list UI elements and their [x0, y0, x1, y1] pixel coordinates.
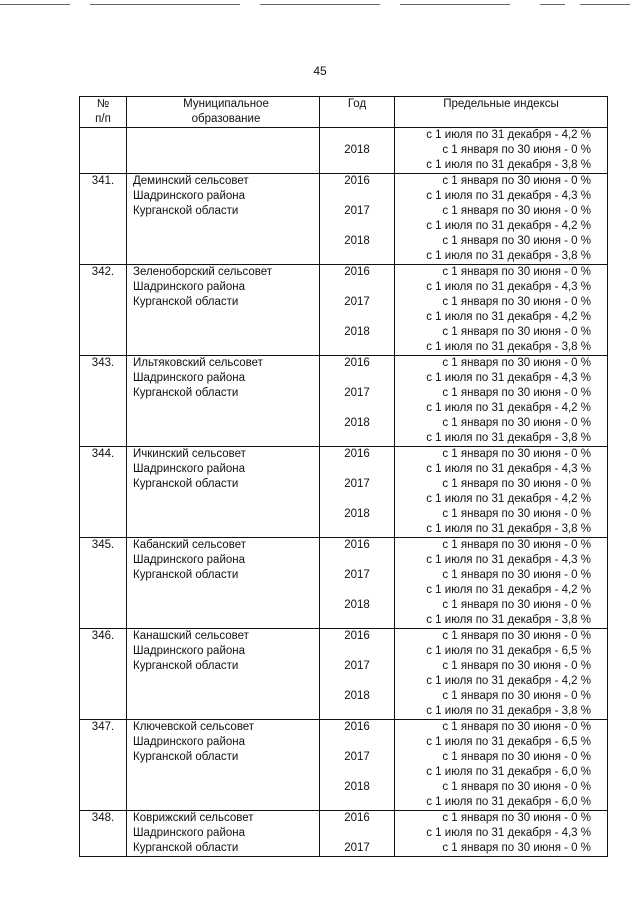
index-line: с 1 июля по 31 декабря - 4,2 %: [426, 402, 591, 414]
index-line: с 1 января по 30 июня - 0 %: [442, 842, 591, 854]
year-cell: [320, 174, 395, 265]
municipality-line: Курганской области: [133, 660, 239, 672]
year-line: [320, 401, 394, 416]
index-line: с 1 июля по 31 декабря - 3,8 %: [426, 523, 591, 535]
index-line: с 1 января по 30 июня - 0 %: [442, 417, 591, 429]
page-number: 45: [313, 64, 327, 78]
index-line: с 1 января по 30 июня - 0 %: [442, 175, 591, 187]
table-row: [80, 811, 608, 857]
municipality-cell: [127, 265, 320, 356]
index-line: с 1 июля по 31 декабря - 3,8 %: [426, 614, 591, 626]
municipality-line: Шадринского района: [133, 372, 246, 384]
year-line: [320, 219, 394, 234]
index-line: с 1 июля по 31 декабря - 3,8 %: [426, 341, 591, 353]
index-line: с 1 января по 30 июня - 0 %: [442, 721, 591, 733]
year-line: [320, 704, 394, 719]
year-line: 2016: [344, 812, 370, 824]
year-line: 2018: [344, 144, 370, 156]
index-line: с 1 июля по 31 декабря - 4,3 %: [426, 463, 591, 475]
indices-cell: [395, 720, 608, 811]
index-line: с 1 января по 30 июня - 0 %: [442, 235, 591, 247]
index-line: с 1 июля по 31 декабря - 4,3 %: [426, 554, 591, 566]
municipality-cell: [127, 174, 320, 265]
year-line: [320, 765, 394, 780]
year-line: 2016: [344, 448, 370, 460]
year-line: [320, 462, 394, 477]
municipality-line: Шадринского района: [133, 190, 246, 202]
table-row: [80, 629, 608, 720]
scan-artifact-top: [0, 4, 640, 7]
municipality-line: Ключевской сельсовет: [133, 721, 255, 733]
year-line: [320, 522, 394, 537]
header-municipality: Муниципальное образование: [127, 97, 320, 128]
municipality-cell: [127, 538, 320, 629]
index-line: с 1 июля по 31 декабря - 4,2 %: [426, 129, 591, 141]
year-line: [320, 189, 394, 204]
year-cell: [320, 720, 395, 811]
index-line: с 1 июля по 31 декабря - 4,2 %: [426, 584, 591, 596]
municipality-cell: [127, 356, 320, 447]
municipality-line: Зеленоборский сельсовет: [133, 266, 273, 278]
index-line: с 1 июля по 31 декабря - 4,2 %: [426, 493, 591, 505]
year-line: [320, 826, 394, 841]
index-line: с 1 июля по 31 декабря - 4,3 %: [426, 190, 591, 202]
year-line: [320, 340, 394, 355]
row-number-text: 343.: [91, 357, 115, 369]
year-line: 2018: [344, 417, 370, 429]
year-line: [320, 735, 394, 750]
header-indices: Предельные индексы: [395, 97, 608, 128]
index-line: с 1 января по 30 июня - 0 %: [442, 357, 591, 369]
indices-cell: [395, 538, 608, 629]
index-line: с 1 января по 30 июня - 0 %: [442, 508, 591, 520]
year-line: 2016: [344, 357, 370, 369]
year-line: 2018: [344, 326, 370, 338]
municipality-cell: [127, 128, 320, 174]
year-line: [320, 553, 394, 568]
index-line: с 1 января по 30 июня - 0 %: [442, 205, 591, 217]
year-line: 2018: [344, 235, 370, 247]
table-row: [80, 447, 608, 538]
index-line: с 1 июля по 31 декабря - 3,8 %: [426, 432, 591, 444]
year-line: 2017: [344, 842, 370, 854]
municipality-line: Шадринского района: [133, 281, 246, 293]
year-line: [320, 674, 394, 689]
year-line: 2017: [344, 387, 370, 399]
municipality-line: Шадринского района: [133, 645, 246, 657]
year-line: [320, 492, 394, 507]
municipality-line: Курганской области: [133, 478, 239, 490]
index-line: с 1 января по 30 июня - 0 %: [442, 630, 591, 642]
year-line: 2016: [344, 175, 370, 187]
index-line: с 1 июля по 31 декабря - 4,2 %: [426, 311, 591, 323]
row-number-text: 347.: [91, 721, 115, 733]
municipality-line: [133, 128, 319, 143]
year-line: 2018: [344, 690, 370, 702]
index-line: с 1 июля по 31 декабря - 3,8 %: [426, 250, 591, 262]
table-header-row: [80, 97, 608, 128]
year-line: [320, 310, 394, 325]
index-line: с 1 июля по 31 декабря - 6,0 %: [426, 796, 591, 808]
municipality-line: Курганской области: [133, 387, 239, 399]
municipality-cell: [127, 720, 320, 811]
year-cell: [320, 538, 395, 629]
row-number-text: [80, 128, 126, 143]
year-line: 2016: [344, 539, 370, 551]
index-line: с 1 января по 30 июня - 0 %: [442, 539, 591, 551]
municipality-line: Ильтяковский сельсовет: [133, 357, 263, 369]
year-line: 2017: [344, 296, 370, 308]
header-num: № п/п: [80, 97, 127, 128]
municipality-line: Курганской области: [133, 205, 239, 217]
indices-cell: [395, 811, 608, 857]
municipality-cell: [127, 811, 320, 857]
year-cell: [320, 811, 395, 857]
municipality-line: Шадринского района: [133, 827, 246, 839]
municipality-line: Коврижский сельсовет: [133, 812, 254, 824]
year-line: 2017: [344, 478, 370, 490]
year-line: [320, 431, 394, 446]
table-row: [80, 356, 608, 447]
row-number: [80, 265, 127, 356]
year-line: 2017: [344, 660, 370, 672]
index-line: с 1 января по 30 июня - 0 %: [442, 387, 591, 399]
year-cell: [320, 265, 395, 356]
index-line: с 1 июля по 31 декабря - 6,5 %: [426, 645, 591, 657]
index-line: с 1 января по 30 июня - 0 %: [442, 599, 591, 611]
index-line: с 1 января по 30 июня - 0 %: [442, 660, 591, 672]
year-line: [320, 583, 394, 598]
index-line: с 1 июля по 31 декабря - 4,2 %: [426, 220, 591, 232]
index-line: с 1 января по 30 июня - 0 %: [442, 266, 591, 278]
year-line: 2018: [344, 781, 370, 793]
year-line: 2018: [344, 599, 370, 611]
indices-cell: [395, 356, 608, 447]
index-line: с 1 января по 30 июня - 0 %: [442, 781, 591, 793]
year-line: [320, 644, 394, 659]
row-number: [80, 811, 127, 857]
row-number: [80, 720, 127, 811]
municipality-line: [133, 143, 319, 158]
indices-table: [79, 96, 608, 857]
year-line: 2016: [344, 630, 370, 642]
table-row: [80, 174, 608, 265]
row-number-text: 346.: [91, 630, 115, 642]
index-line: с 1 января по 30 июня - 0 %: [442, 448, 591, 460]
row-number-text: 344.: [91, 448, 115, 460]
index-line: с 1 июля по 31 декабря - 4,3 %: [426, 281, 591, 293]
index-line: с 1 января по 30 июня - 0 %: [442, 296, 591, 308]
year-cell: [320, 447, 395, 538]
year-line: [320, 795, 394, 810]
indices-cell: [395, 128, 608, 174]
municipality-line: Ичкинский сельсовет: [133, 448, 246, 460]
year-cell: [320, 128, 395, 174]
year-line: [320, 280, 394, 295]
year-line: [320, 128, 394, 143]
row-number-text: 348.: [91, 812, 115, 824]
year-line: 2016: [344, 721, 370, 733]
municipality-line: Курганской области: [133, 842, 239, 854]
municipality-line: Курганской области: [133, 296, 239, 308]
row-number-text: 342.: [91, 266, 115, 278]
row-number: [80, 538, 127, 629]
index-line: с 1 июля по 31 декабря - 4,3 %: [426, 827, 591, 839]
row-number: [80, 356, 127, 447]
indices-cell: [395, 447, 608, 538]
year-line: 2016: [344, 266, 370, 278]
row-number: [80, 629, 127, 720]
municipality-line: Деминский сельсовет: [133, 175, 249, 187]
year-line: 2017: [344, 205, 370, 217]
year-line: 2017: [344, 751, 370, 763]
municipality-line: Шадринского района: [133, 736, 246, 748]
index-line: с 1 июля по 31 декабря - 6,5 %: [426, 736, 591, 748]
municipality-cell: [127, 447, 320, 538]
table-row: [80, 265, 608, 356]
index-line: с 1 января по 30 июня - 0 %: [442, 144, 591, 156]
index-line: с 1 января по 30 июня - 0 %: [442, 326, 591, 338]
year-line: 2017: [344, 569, 370, 581]
year-cell: [320, 356, 395, 447]
index-line: с 1 января по 30 июня - 0 %: [442, 812, 591, 824]
municipality-line: Курганской области: [133, 569, 239, 581]
municipality-line: Шадринского района: [133, 463, 246, 475]
year-cell: [320, 629, 395, 720]
row-number-text: 341.: [91, 175, 115, 187]
municipality-line: Кабанский сельсовет: [133, 539, 246, 551]
index-line: с 1 июля по 31 декабря - 3,8 %: [426, 705, 591, 717]
indices-cell: [395, 174, 608, 265]
year-line: [320, 158, 394, 173]
index-line: с 1 июля по 31 декабря - 4,3 %: [426, 372, 591, 384]
index-line: с 1 января по 30 июня - 0 %: [442, 690, 591, 702]
indices-cell: [395, 629, 608, 720]
municipality-line: Шадринского района: [133, 554, 246, 566]
municipality-line: [133, 158, 319, 173]
year-line: 2018: [344, 508, 370, 520]
municipality-line: Курганской области: [133, 751, 239, 763]
index-line: с 1 января по 30 июня - 0 %: [442, 569, 591, 581]
index-line: с 1 января по 30 июня - 0 %: [442, 751, 591, 763]
header-year: Год: [320, 97, 395, 128]
index-line: с 1 июля по 31 декабря - 3,8 %: [426, 159, 591, 171]
table-row: [80, 538, 608, 629]
table-row: [80, 720, 608, 811]
row-number-text: 345.: [91, 539, 115, 551]
index-line: с 1 июля по 31 декабря - 4,2 %: [426, 675, 591, 687]
year-line: [320, 371, 394, 386]
table-row: [80, 128, 608, 174]
municipality-line: Канашский сельсовет: [133, 630, 249, 642]
year-line: [320, 613, 394, 628]
index-line: с 1 января по 30 июня - 0 %: [442, 478, 591, 490]
row-number: [80, 174, 127, 265]
indices-cell: [395, 265, 608, 356]
municipality-cell: [127, 629, 320, 720]
row-number: [80, 128, 127, 174]
row-number: [80, 447, 127, 538]
index-line: с 1 июля по 31 декабря - 6,0 %: [426, 766, 591, 778]
year-line: [320, 249, 394, 264]
